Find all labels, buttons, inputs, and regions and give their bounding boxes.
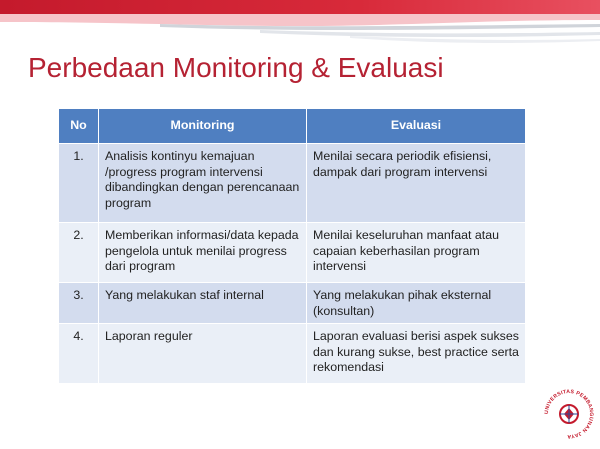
header-evaluasi: Evaluasi — [307, 109, 526, 144]
table-row — [59, 223, 526, 283]
row-number: 4. — [59, 324, 99, 384]
row-number: 2. — [59, 223, 99, 283]
svg-text:UNIVERSITAS PEMBANGUNAN JAYA: UNIVERSITAS PEMBANGUNAN JAYA — [543, 388, 595, 440]
row-number: 1. — [59, 144, 99, 223]
slide-title: Perbedaan Monitoring & Evaluasi — [28, 52, 444, 83]
header-no: No — [59, 109, 99, 144]
decor-stripes — [0, 14, 600, 44]
university-logo-icon — [540, 384, 598, 446]
evaluasi-cell: Menilai secara periodik efisiensi, dampak dari program intervensi — [307, 144, 526, 223]
table-row — [59, 324, 526, 384]
table-row — [59, 144, 526, 223]
header-monitoring: Monitoring — [99, 109, 307, 144]
evaluasi-cell: Laporan evaluasi berisi aspek sukses dan kurang sukse, best practice serta rekomendasi — [307, 324, 526, 384]
monitoring-cell: Yang melakukan staf internal — [99, 283, 307, 324]
top-decor-bar — [0, 0, 600, 14]
monitoring-cell: Laporan reguler — [99, 324, 307, 384]
evaluasi-cell: Menilai keseluruhan manfaat atau capaian keberhasilan program intervensi — [307, 223, 526, 283]
table-row — [59, 283, 526, 324]
comparison-table — [58, 108, 526, 384]
evaluasi-cell: Yang melakukan pihak eksternal (konsultan) — [307, 283, 526, 324]
table-header-row — [59, 109, 526, 144]
monitoring-cell: Memberikan informasi/data kepada pengelola untuk menilai progress dari program — [99, 223, 307, 283]
monitoring-cell: Analisis kontinyu kemajuan /progress program intervensi dibandingkan dengan perencanaan program — [99, 144, 307, 223]
row-number: 3. — [59, 283, 99, 324]
